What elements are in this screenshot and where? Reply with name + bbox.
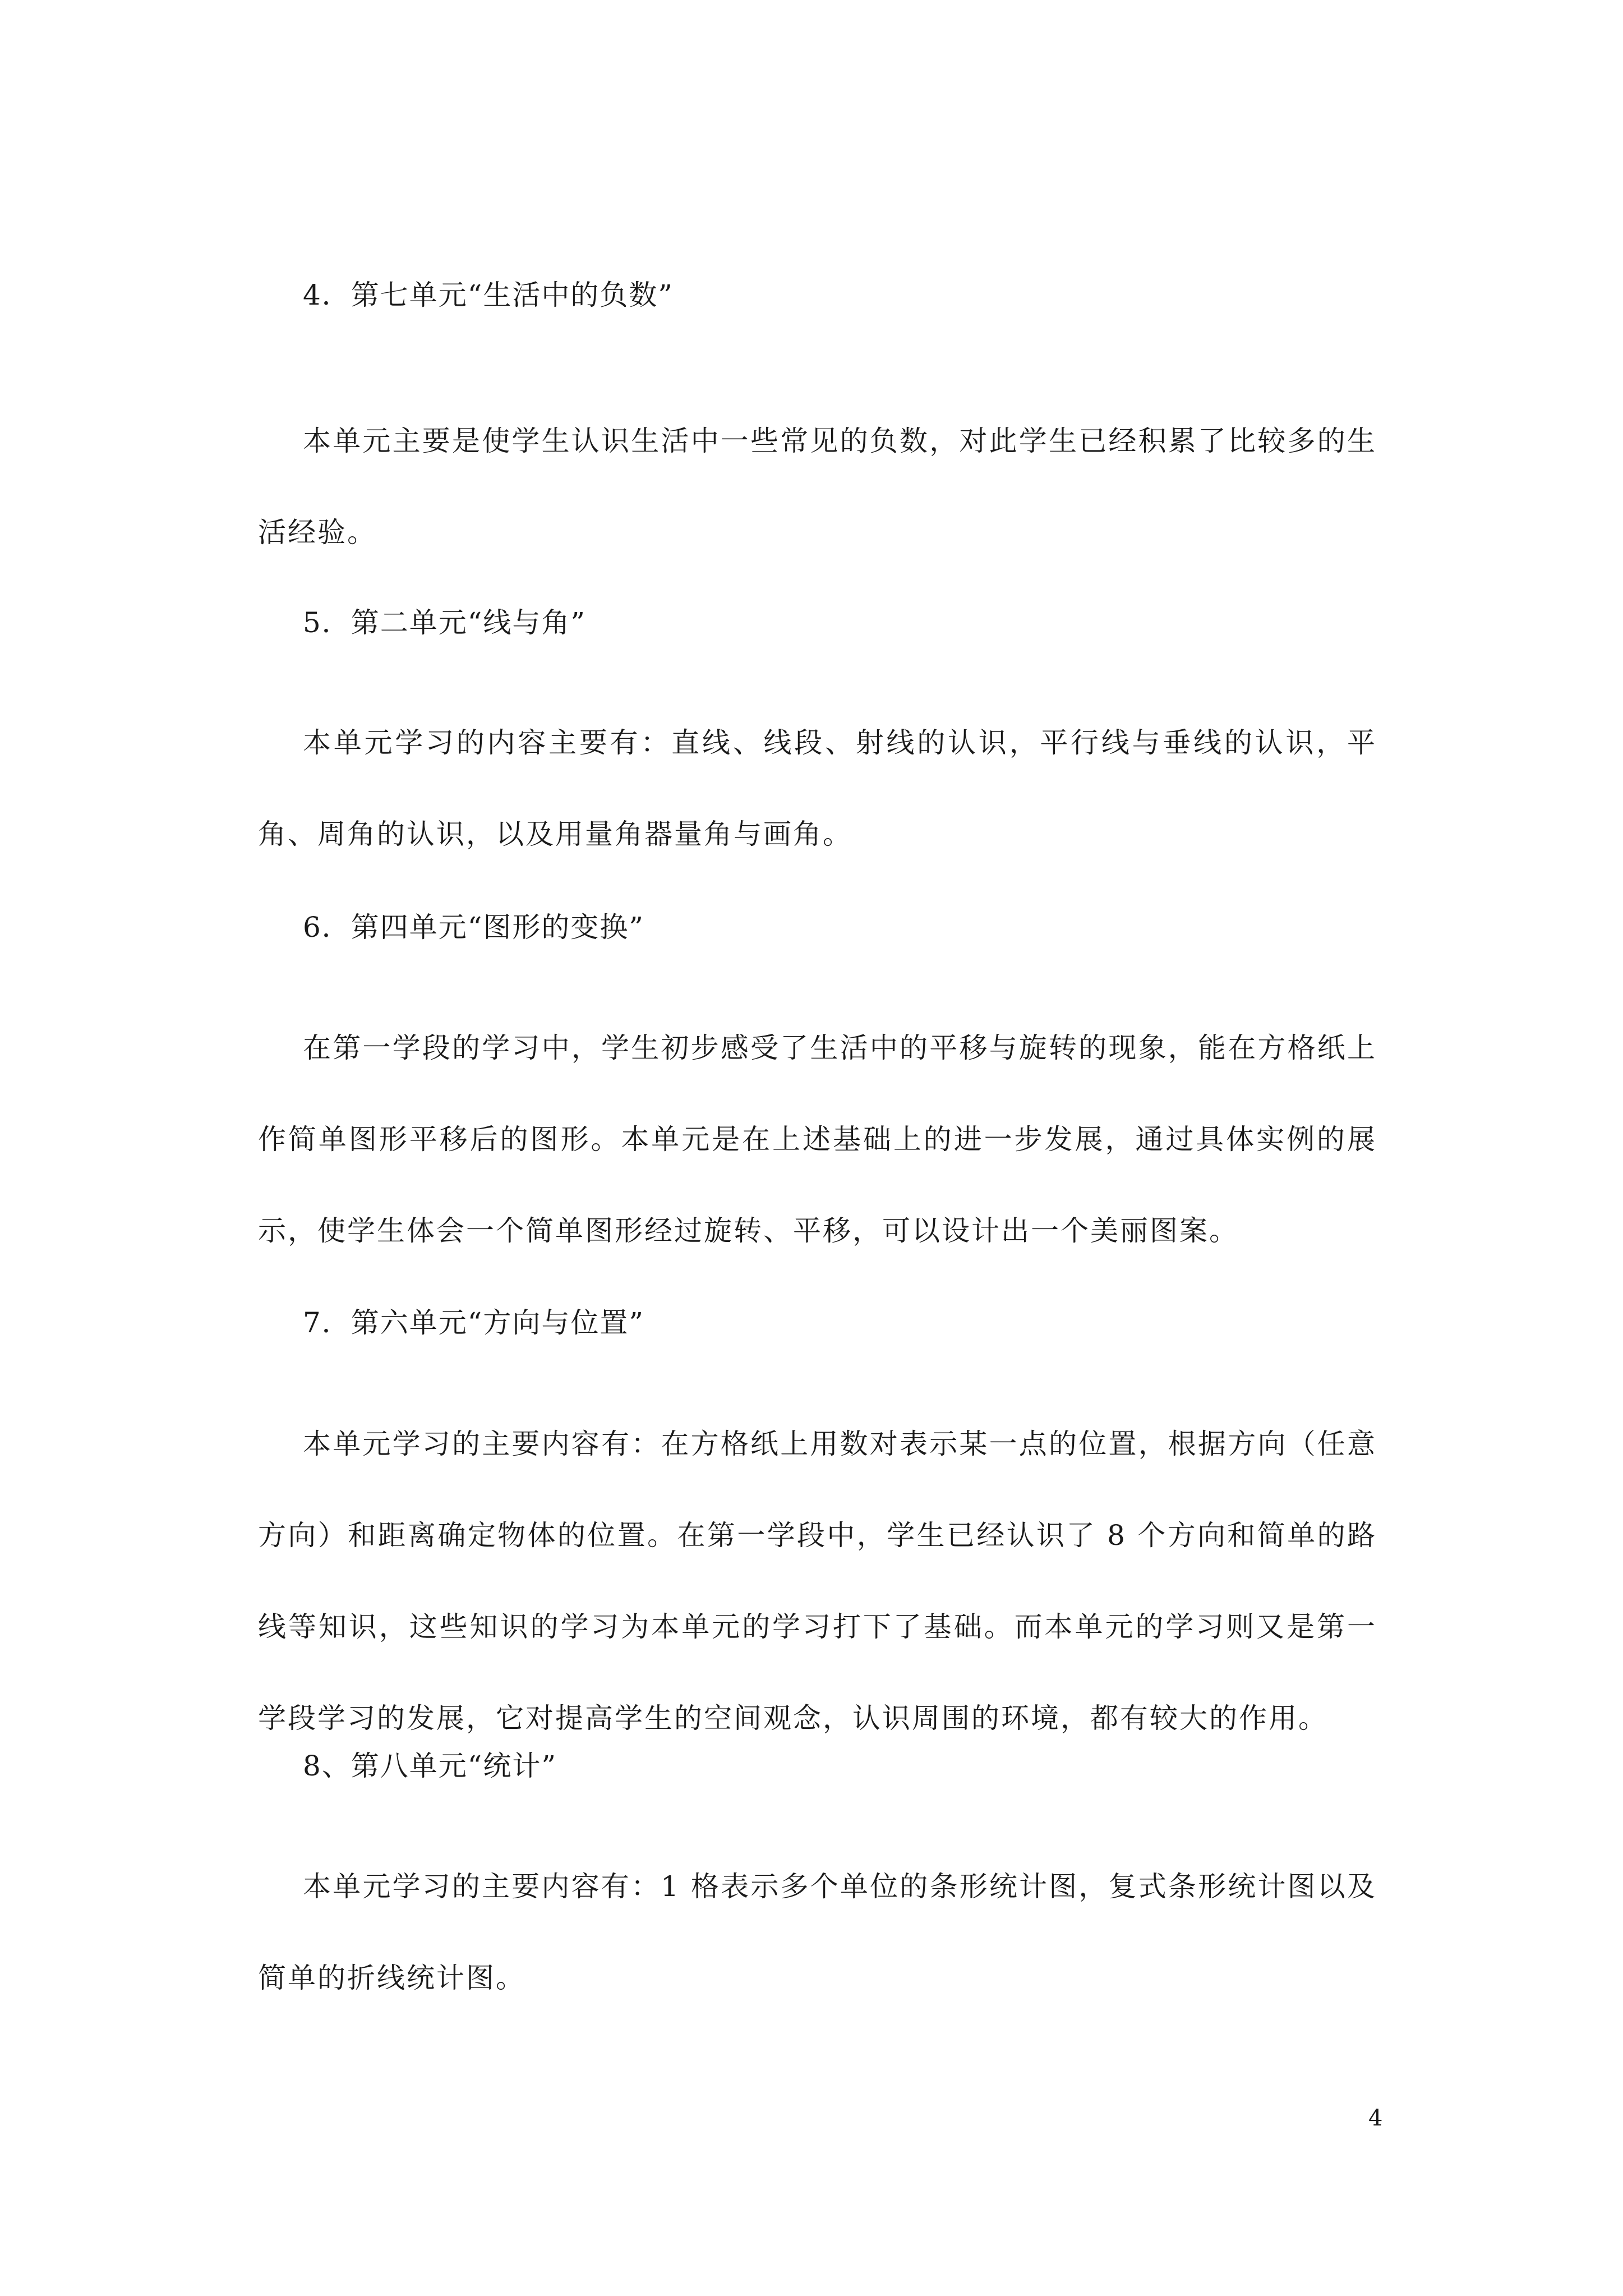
section-body-unit-8: 本单元学习的主要内容有：1 格表示多个单位的条形统计图，复式条形统计图以及简单的折线统计图。 (258, 1870, 1377, 1994)
section-body-unit-7: 本单元主要是使学生认识生活中一些常见的负数，对此学生已经积累了比较多的生活经验。 (258, 425, 1377, 549)
section-heading-unit-8: 8、第八单元“统计” (303, 1750, 557, 1782)
section-body-unit-6: 本单元学习的主要内容有：在方格纸上用数对表示某一点的位置，根据方向（任意方向）和距离确定物体的位置。在第一学段中，学生已经认识了 8 个方向和简单的路线等知识，这些知识的学习为本单元的学习打下了基础。而本单元的学习则又是第一学段学习的发展，它对提高学生的空间观念，认识周围的环境，都有较大的作用。 (258, 1428, 1377, 1734)
section-heading-unit-7: 4．第七单元“生活中的负数” (303, 279, 674, 311)
section-heading-unit-4: 6．第四单元“图形的变换” (303, 911, 644, 944)
section-body-unit-4: 在第一学段的学习中，学生初步感受了生活中的平移与旋转的现象，能在方格纸上作简单图形平移后的图形。本单元是在上述基础上的进一步发展，通过具体实例的展示，使学生体会一个简单图形经过旋转、平移，可以设计出一个美丽图案。 (258, 1032, 1377, 1247)
page-number: 4 (1368, 2105, 1383, 2131)
section-heading-unit-2: 5．第二单元“线与角” (303, 606, 586, 639)
section-body-unit-2: 本单元学习的内容主要有：直线、线段、射线的认识，平行线与垂线的认识，平角、周角的认识，以及用量角器量角与画角。 (258, 726, 1377, 850)
section-heading-unit-6: 7．第六单元“方向与位置” (303, 1306, 644, 1339)
